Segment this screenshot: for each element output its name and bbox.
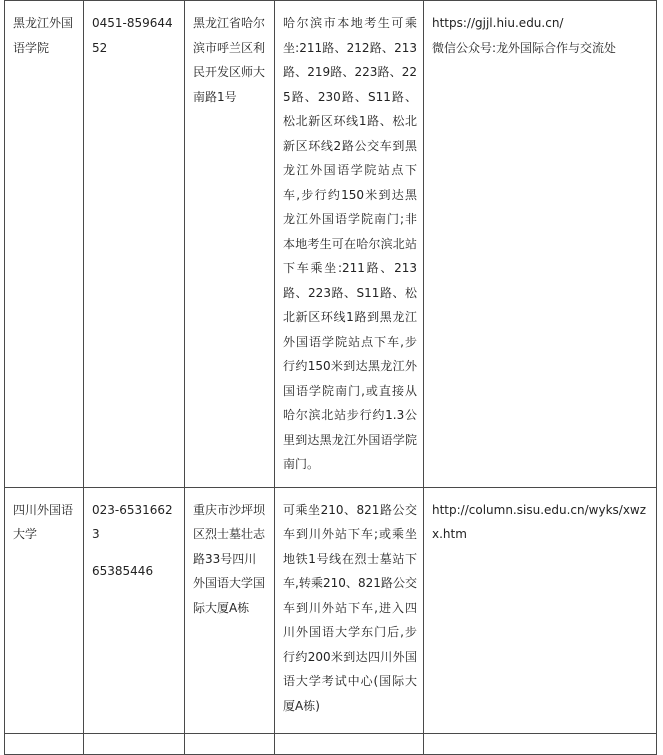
phone-number: 0451-85964452 — [92, 16, 173, 55]
exam-venue-table — [4, 0, 657, 755]
school-name: 黑龙江外国语学院 — [13, 16, 74, 55]
route-cell — [275, 487, 424, 733]
phone-cell — [84, 1, 185, 488]
phone-number: 65385446 — [92, 563, 154, 578]
website-link[interactable]: https://gjjl.hiu.edu.cn/ — [432, 16, 564, 30]
table-row — [5, 733, 657, 754]
wechat-account: 微信公众号:龙外国际合作与交流处 — [432, 40, 617, 55]
empty-cell — [275, 733, 424, 754]
route-text: 哈尔滨市本地考生可乘坐:211路、212路、213路、219路、223路、225路、230路、S11路、松北新区环线1路、松北新区环线2路公交车到黑龙江外国语学院站点下车,步行约150米到达黑龙江外国语学院南门;非本地考生可在哈尔滨北站下车乘坐:211路、213路、223路、S11路、松北新区环线1路到黑龙江外国语学院站点下车,步行约150米到达黑龙江外国语学院南门,或直接从哈尔滨北站步行约1.3公里到达黑龙江外国语学院南门。 — [283, 16, 417, 471]
website-link[interactable]: http://column.sisu.edu.cn/wyks/xwzx.htm — [432, 502, 647, 541]
empty-cell — [84, 733, 185, 754]
address-cell — [185, 487, 275, 733]
empty-cell — [5, 733, 84, 754]
school-name-cell — [5, 1, 84, 488]
empty-cell — [424, 733, 657, 754]
school-name: 四川外国语大学 — [13, 502, 74, 541]
address-text: 黑龙江省哈尔滨市呼兰区利民开发区师大南路1号 — [193, 16, 266, 104]
address-cell — [185, 1, 275, 488]
table-row — [5, 487, 657, 733]
contact-cell — [424, 1, 657, 488]
route-text: 可乘坐210、821路公交车到川外站下车;或乘坐地铁1号线在烈士墓站下车,转乘210、821路公交车到川外站下车,进入四川外国语大学东门后,步行约200米到达四川外国语大学考试中心(国际大厦A栋) — [283, 502, 417, 713]
empty-cell — [185, 733, 275, 754]
phone-number: 023-65316623 — [92, 502, 173, 541]
address-text: 重庆市沙坪坝区烈士墓壮志路33号四川外国语大学国际大厦A栋 — [193, 502, 266, 615]
route-cell — [275, 1, 424, 488]
table-row — [5, 1, 657, 488]
school-name-cell — [5, 487, 84, 733]
contact-cell — [424, 487, 657, 733]
phone-cell — [84, 487, 185, 733]
